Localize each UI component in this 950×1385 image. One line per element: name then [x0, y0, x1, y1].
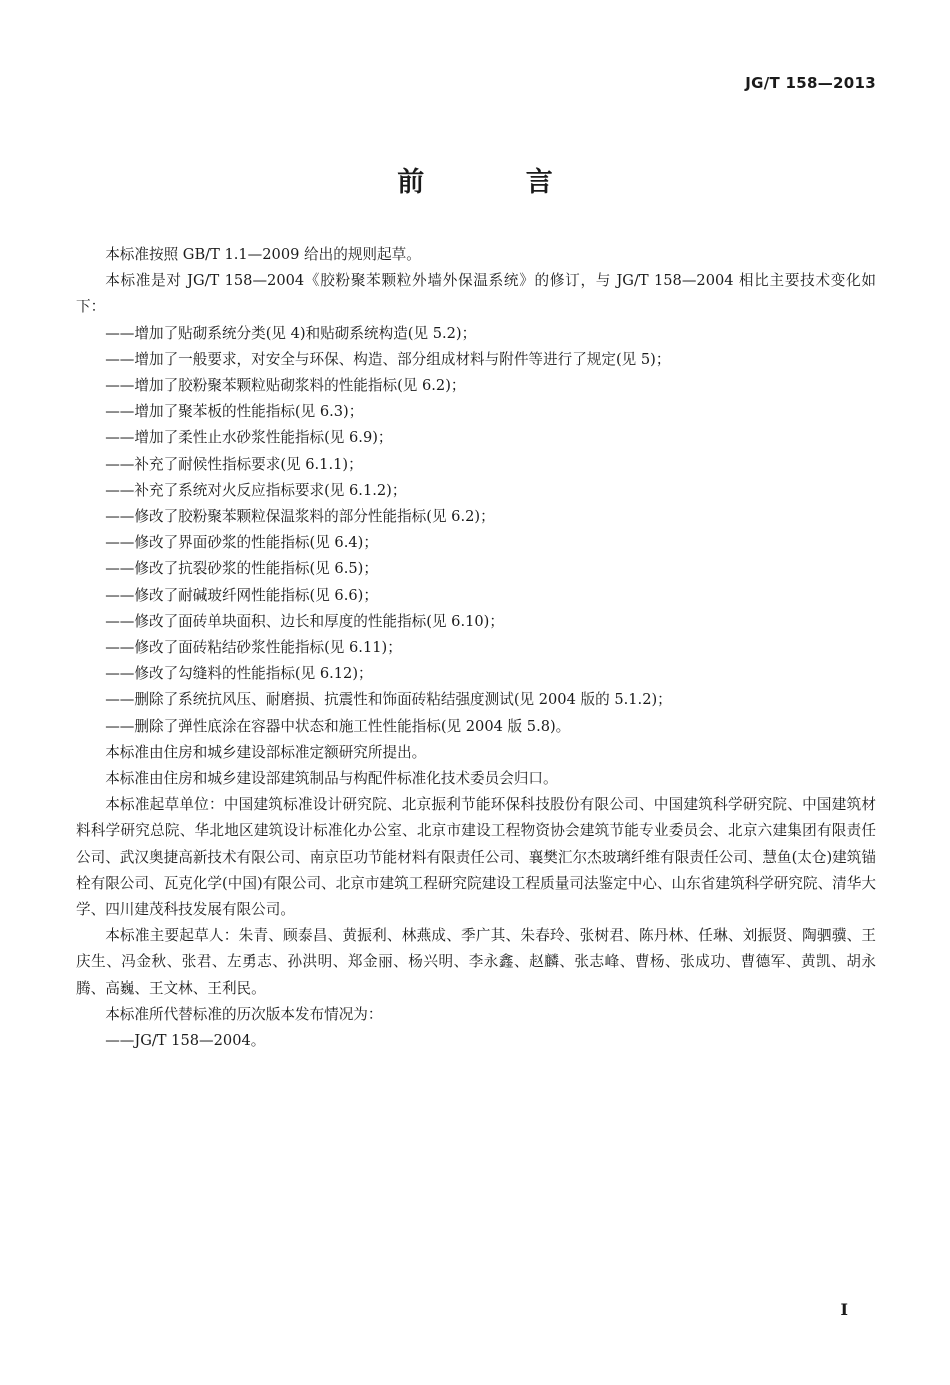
list-item: ——增加了胶粉聚苯颗粒贴砌浆料的性能指标(见 6.2)； [105, 377, 466, 395]
intro-paragraph-revision: 本标准是对 JG/T 158—2004《胶粉聚苯颗粒外墙外保温系统》的修订，与 JG/T 158—2004 相比主要技术变化如下： [76, 272, 876, 316]
list-item: ——删除了系统抗风压、耐磨损、抗震性和饰面砖粘结强度测试(见 2004 版的 5.1.2)； [105, 691, 672, 709]
changes-list [76, 321, 876, 740]
list-item: ——修改了抗裂砂浆的性能指标(见 6.5)； [105, 560, 378, 578]
list-item: ——增加了聚苯板的性能指标(见 6.3)； [105, 403, 364, 421]
list-item: ——修改了面砖单块面积、边长和厚度的性能指标(见 6.10)； [105, 612, 504, 630]
page-number: I [840, 1300, 848, 1319]
proposed-by-paragraph: 本标准由住房和城乡建设部标准定额研究所提出。 [105, 743, 427, 761]
list-item: ——修改了面砖粘结砂浆性能指标(见 6.11)； [105, 639, 402, 657]
list-item: ——补充了系统对火反应指标要求(见 6.1.2)； [105, 481, 407, 499]
list-item: ——补充了耐候性指标要求(见 6.1.1)； [105, 455, 363, 473]
drafting-units-paragraph: 本标准起草单位：中国建筑标准设计研究院、北京振利节能环保科技股份有限公司、中国建筑科学研究院、中国建筑材料科学研究总院、华北地区建筑设计标准化办公室、北京市建设工程物资协会建筑节能专业委员会、北京六建集团有限责任公司、武汉奥捷高新技术有限公司、南京臣功节能材料有限责任公司、襄樊汇尔杰玻璃纤维有限责任公司、慧鱼(太仓)建筑锚栓有限公司、瓦克化学(中国)有限公司、北京市建筑工程研究院建设工程质量司法鉴定中心、山东省建筑科学研究院、清华大学、四川建茂科技发展有限公司。 [76, 796, 876, 919]
managed-by-paragraph: 本标准由住房和城乡建设部建筑制品与构配件标准化技术委员会归口。 [105, 770, 558, 788]
list-item: ——修改了耐碱玻纤网性能指标(见 6.6)； [105, 586, 378, 604]
list-item: ——增加了一般要求，对安全与环保、构造、部分组成材料与附件等进行了规定(见 5)； [105, 350, 671, 368]
drafters-paragraph: 本标准主要起草人：朱青、顾泰昌、黄振利、林燕成、季广其、朱春玲、张树君、陈丹林、任琳、刘振贤、陶驷骥、王庆生、冯金秋、张君、左勇志、孙洪明、郑金丽、杨兴明、李永鑫、赵麟、张志峰、曹杨、张成功、曹德军、黄凯、胡永腾、高巍、王文林、王利民。 [76, 927, 876, 997]
list-item: ——修改了勾缝料的性能指标(见 6.12)； [105, 665, 373, 683]
list-item: ——删除了弹性底涂在容器中状态和施工性性能指标(见 2004 版 5.8)。 [105, 717, 571, 735]
list-item: ——增加了柔性止水砂浆性能指标(见 6.9)； [105, 429, 393, 447]
page-title: 前 言 [397, 167, 599, 198]
intro-paragraph-rules: 本标准按照 GB/T 1.1—2009 给出的规则起草。 [105, 246, 421, 263]
history-intro-paragraph: 本标准所代替标准的历次版本发布情况为： [105, 1005, 383, 1023]
list-item: ——修改了胶粉聚苯颗粒保温浆料的部分性能指标(见 6.2)； [105, 508, 495, 526]
history-item: ——JG/T 158—2004。 [105, 1032, 266, 1050]
standard-code: JG/T 158—2013 [745, 74, 876, 92]
list-item: ——修改了界面砂浆的性能指标(见 6.4)； [105, 534, 378, 552]
document-body [76, 242, 876, 1054]
list-item: ——增加了贴砌系统分类(见 4)和贴砌系统构造(见 5.2)； [105, 324, 477, 342]
